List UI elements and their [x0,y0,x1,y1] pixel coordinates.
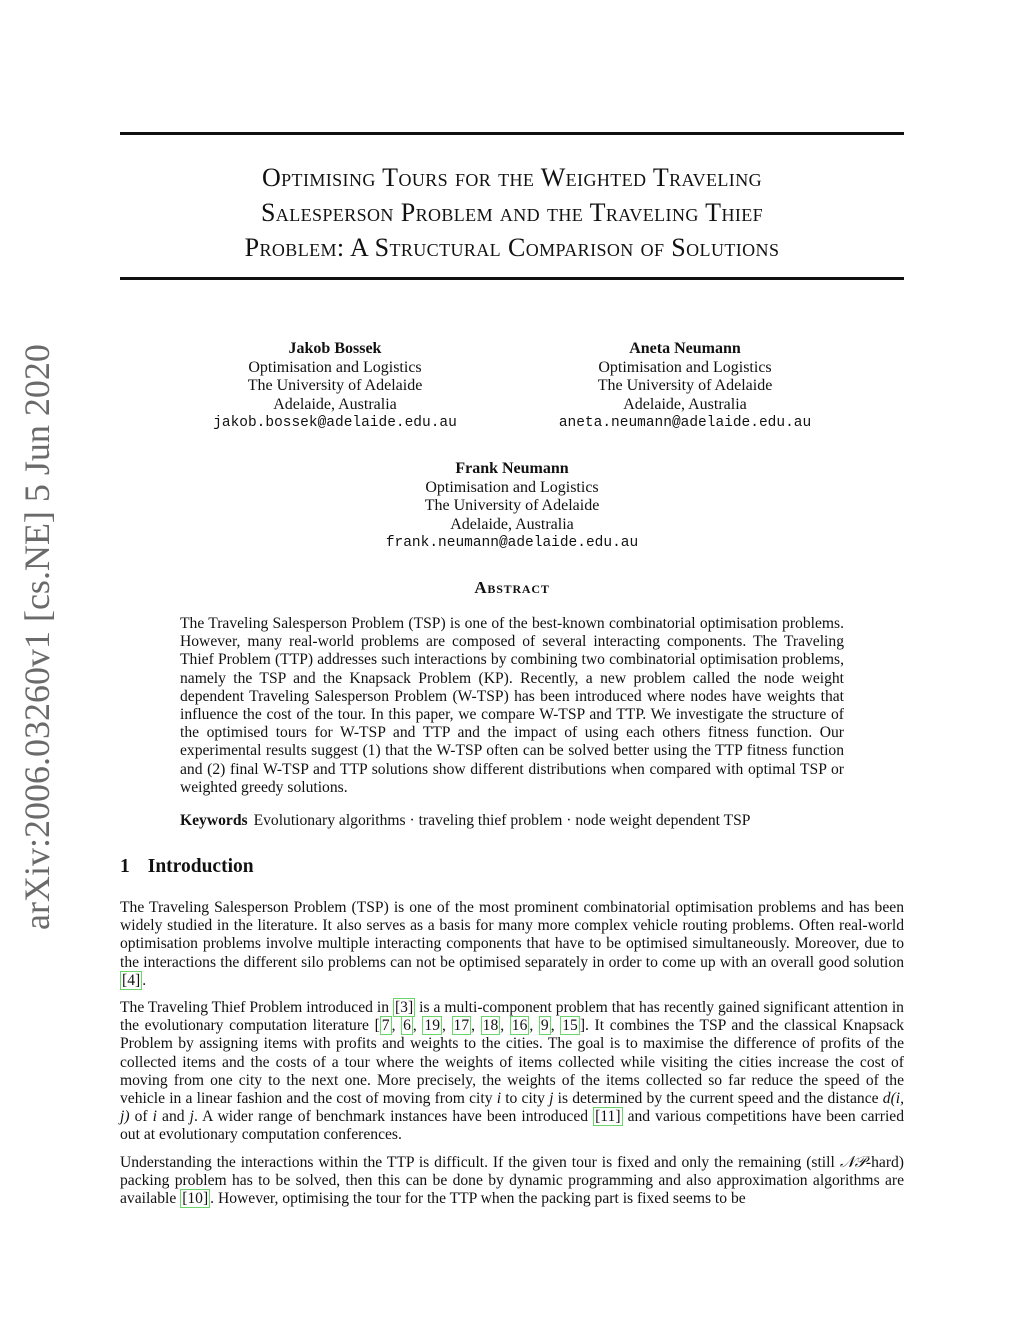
keywords-line [180,812,844,830]
author-university: The University of Adelaide [597,377,773,394]
citation-link[interactable]: 6 [403,1017,411,1035]
section-number: 1 [120,856,130,877]
section-heading-introduction [120,856,254,878]
author-department: Optimisation and Logistics [248,358,422,376]
author-name: Jakob Bossek [288,340,382,357]
citation-link[interactable]: 7 [381,1017,390,1035]
intro-paragraph-1 [120,899,904,990]
text-run: The Traveling Thief Problem introduced in [120,999,393,1016]
author-department: Optimisation and Logistics [425,478,599,496]
text-run: . However, optimising the tour for the TTP when the packing part is fixed seems to be [210,1190,746,1208]
text-run: and various competitions have been carried out at evolutionary computation conferences. [120,1108,904,1144]
text-run: is a multi-component problem that has recently gained significant attention in the evolutionary computation literature [ [120,999,904,1035]
author-location: Adelaide, Australia [450,515,574,533]
abstract-text: The Traveling Salesperson Problem (TSP) is one of the best-known combinatorial optimisation problems. However, many real-world problems are composed of several interacting components. The Traveling Thief Problem (TTP) addresses such interactions by combining two combinatorial optimisation problems, namely the TSP and the Knapsack Problem (KP). Recently, a new problem called the node weight dependent Traveling Salesperson Problem (W-TSP) has been introduced where nodes have weights that influence the cost of the tour. In this paper, we compare W-TSP and TTP. We investigate the structure of the optimised tours for W-TSP and TTP and the impact of using each others fitness function. Our experimental results suggest (1) that the W-TSP often can be solved better using the TTP fitness function and (2) final W-TSP and TTP solutions show different distributions when compared with optimal TSP or weighted greedy solutions. [180,615,844,796]
intro-paragraph-3 [120,1154,904,1209]
np-symbol: 𝒩𝒫 [839,1154,866,1171]
abstract-heading: Abstract [474,578,550,597]
citation-link[interactable]: [11] [595,1108,621,1126]
author-university: The University of Adelaide [424,497,600,514]
author-email: jakob.bossek@adelaide.edu.au [213,415,457,431]
text-run: to city [501,1090,550,1108]
text-run: is determined by the current speed and the distance [553,1090,883,1108]
citation-link[interactable]: 15 [562,1017,578,1035]
citation-link[interactable]: 9 [540,1017,549,1035]
text-run: . A wider range of benchmark instances have been introduced [193,1108,594,1126]
text-run: ]. It combines the TSP and the classical Knapsack Problem by assigning items with profits and weights to the cities. The goal is to maximise the difference of profits of the collected items and the costs of a tour where the weights of items collected while visiting the cities increase the cost of moving from one city to the next one. More precisely, the weights of the items collected so far reduce the speed of the vehicle in a linear fashion and the cost of moving from city [120,1017,905,1108]
citation-link[interactable]: 18 [482,1017,499,1035]
keywords-label: Keywords [180,812,248,829]
keywords-list: Evolutionary algorithms · traveling thief problem · node weight dependent TSP [253,812,751,829]
text-run: . [142,971,147,989]
title-line-2: Salesperson Problem and the Traveling Thief [260,198,764,227]
math-expression: d(i, j) [120,1090,904,1126]
author-name: Frank Neumann [455,460,569,477]
section-title: Introduction [147,856,254,877]
citation-link[interactable]: 19 [424,1017,441,1035]
author-location: Adelaide, Australia [623,395,747,413]
title-top-rule [120,132,904,135]
arxiv-identifier-stamp: arXiv:2006.03260v1 [cs.NE] 5 Jun 2020 [17,344,57,930]
author-block-frank-neumann [357,460,667,553]
text-run: Understanding the interactions within the TTP is difficult. If the given tour is fixed and only the remaining (still [120,1154,840,1171]
text-run: and [156,1108,190,1126]
author-email: aneta.neumann@adelaide.edu.au [558,415,812,431]
title-line-1: Optimising Tours for the Weighted Traveling [261,163,763,192]
title-bottom-rule [120,277,904,280]
text-run: The Traveling Salesperson Problem (TSP) is one of the most prominent combinatorial optimisation problems and has been widely studied in the literature. It also serves as a basis for many more complex vehicle routing problems. Often real-world optimisation problems involve multiple interacting components that have to be optimised simultaneously. Moreover, due to the interactions the different silo problems can not be optimised separately in order to come up with an overall good solution [120,899,904,971]
citation-link[interactable]: [10] [182,1190,209,1208]
author-name: Aneta Neumann [629,340,741,357]
text-run: of [129,1108,153,1126]
author-block-bossek [180,340,490,433]
citation-link[interactable]: [4] [122,971,141,989]
author-location: Adelaide, Australia [273,395,397,413]
intro-paragraph-2: The Traveling Thief Problem introduced in [3] is a multi-component problem that has recently gained significant attention in the evolutionary computation literature [ 7 , 6 , 19 , 17 , 18 , 16 , 9 , 15 ]. It combines the TSP and the classical Knapsack Problem by assigning items with profits and weights to the cities. The goal is to maximise the difference of profits of the collected items and the costs of a tour where the weights of items collected while visiting the cities increase the cost of moving from one city to the next one. More precisely, the weights of the items collected so far reduce the speed of the vehicle in a linear fashion and the cost of moving from city i to city j is determined by the current speed and the distance d(i, j) of i and j. A wider range of benchmark instances have been introduced [11] and various competitions have been carried out at evolutionary computation conferences. [120,999,905,1144]
title-line-3: Problem: A Structural Comparison of Solutions [244,233,780,262]
math-variable: i [152,1108,157,1126]
citation-link[interactable]: 16 [511,1017,528,1035]
citation-link[interactable]: [3] [394,999,414,1016]
author-email: frank.neumann@adelaide.edu.au [385,535,639,551]
math-variable: j [189,1108,194,1126]
author-block-aneta-neumann [530,340,840,433]
paper-title [120,160,904,265]
author-department: Optimisation and Logistics [598,358,772,376]
text-run: -hard) packing problem has to be solved, then this can be done by dynamic programming and also approximation algorithms are available [120,1154,904,1208]
citation-link[interactable]: 17 [453,1017,470,1035]
math-variable: j [549,1090,554,1108]
author-university: The University of Adelaide [247,377,423,394]
math-variable: i [496,1090,502,1108]
